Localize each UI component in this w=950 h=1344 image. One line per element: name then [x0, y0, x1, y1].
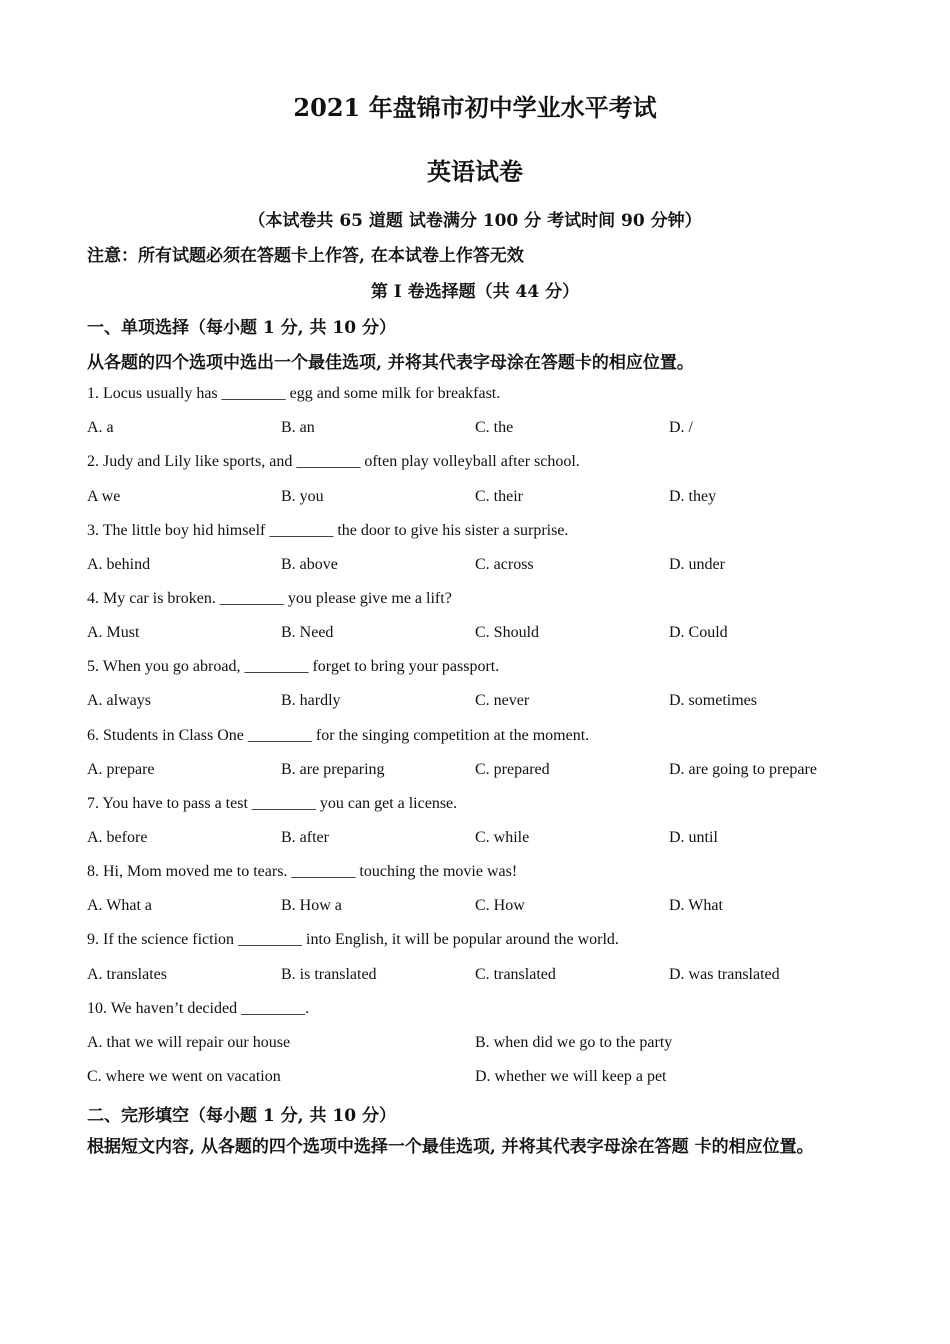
section2-heading: 二、完形填空（每小题 1 分, 共 10 分） [87, 1106, 396, 1126]
option-b: B. Need [281, 624, 334, 641]
option-a: A. before [87, 829, 148, 846]
option-d: D. are going to prepare [669, 761, 817, 778]
option-c: C. Should [475, 624, 540, 641]
option-d: D. until [669, 829, 718, 846]
option-c: C. never [475, 692, 530, 709]
section1-heading: 一、单项选择（每小题 1 分, 共 10 分） [87, 318, 396, 338]
question-stem: 9. If the science fiction ________ into English, it will be popular around the world. [87, 931, 619, 948]
option-c: C. their [475, 488, 523, 505]
option-c: C. where we went on vacation [87, 1068, 281, 1085]
option-c: C. the [475, 419, 514, 436]
question-stem: 5. When you go abroad, ________ forget to bring your passport. [87, 658, 500, 675]
option-a: A. always [87, 692, 151, 709]
option-b: B. above [281, 556, 338, 573]
option-b: B. is translated [281, 966, 377, 983]
option-c: C. prepared [475, 761, 550, 778]
notice: 注意：所有试题必须在答题卡上作答, 在本试卷上作答无效 [87, 246, 524, 266]
section2-instruction: 根据短文内容, 从各题的四个选项中选择一个最佳选项, 并将其代表字母涂在答题 卡的相应位置。 [87, 1137, 814, 1157]
option-b: B. How a [281, 897, 342, 914]
exam-subtitle: 英语试卷 [427, 157, 523, 186]
option-d: D. they [669, 488, 717, 505]
question-stem: 7. You have to pass a test ________ you can get a license. [87, 795, 458, 812]
option-d: D. / [669, 419, 693, 436]
option-d: D. What [669, 897, 723, 914]
exam-title: 2021 年盘锦市初中学业水平考试 [293, 93, 657, 122]
question-stem: 8. Hi, Mom moved me to tears. ________ touching the movie was! [87, 863, 518, 880]
question-stem: 4. My car is broken. ________ you please give me a lift? [87, 590, 452, 607]
option-c: C. across [475, 556, 534, 573]
option-d: D. under [669, 556, 725, 573]
option-d: D. was translated [669, 966, 780, 983]
question-stem: 1. Locus usually has ________ egg and some milk for breakfast. [87, 385, 501, 402]
option-a: A. that we will repair our house [87, 1034, 291, 1051]
option-a: A we [87, 488, 121, 505]
option-a: A. a [87, 419, 114, 436]
option-a: A. What a [87, 897, 153, 914]
question-stem: 3. The little boy hid himself ________ the door to give his sister a surprise. [87, 522, 569, 539]
option-d: D. whether we will keep a pet [475, 1068, 667, 1085]
option-c: C. translated [475, 966, 556, 983]
question-stem: 10. We haven’t decided ________. [87, 1000, 310, 1017]
section1-instruction: 从各题的四个选项中选出一个最佳选项, 并将其代表字母涂在答题卡的相应位置。 [87, 353, 694, 373]
option-b: B. after [281, 829, 329, 846]
option-d: D. Could [669, 624, 728, 641]
option-d: D. sometimes [669, 692, 757, 709]
option-b: B. you [281, 488, 324, 505]
question-stem: 6. Students in Class One ________ for the singing competition at the moment. [87, 727, 590, 744]
option-a: A. prepare [87, 761, 155, 778]
option-b: B. an [281, 419, 315, 436]
option-b: B. are preparing [281, 761, 385, 778]
option-c: C. while [475, 829, 530, 846]
volume-heading: 第 I 卷选择题（共 44 分） [370, 282, 580, 302]
option-c: C. How [475, 897, 525, 914]
option-b: B. when did we go to the party [475, 1034, 673, 1051]
option-b: B. hardly [281, 692, 341, 709]
option-a: A. behind [87, 556, 151, 573]
question-stem: 2. Judy and Lily like sports, and ________ often play volleyball after school. [87, 453, 580, 470]
exam-meta: （本试卷共 65 道题 试卷满分 100 分 考试时间 90 分钟） [248, 211, 702, 231]
option-a: A. translates [87, 966, 167, 983]
option-a: A. Must [87, 624, 140, 641]
